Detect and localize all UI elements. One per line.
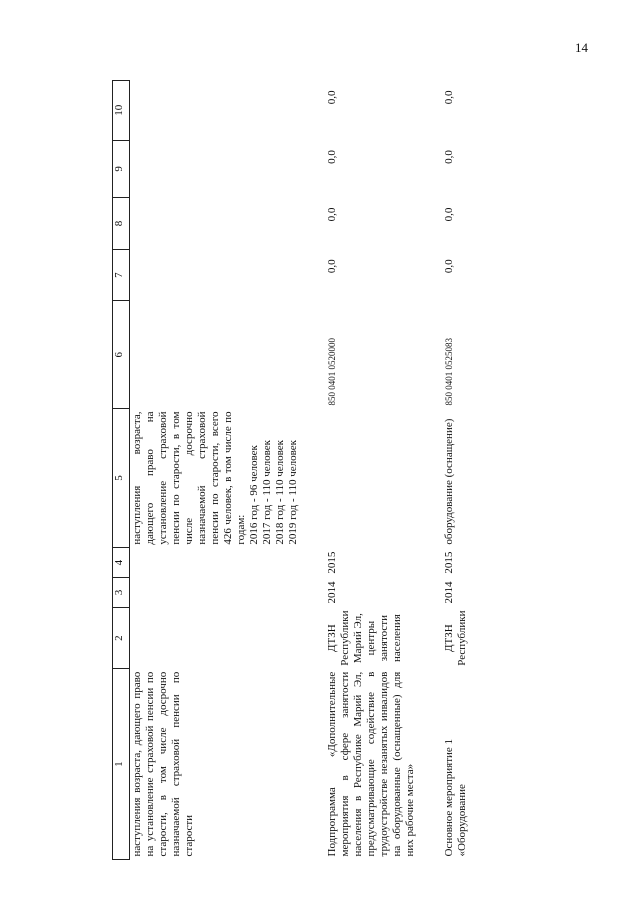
- row3-value: 0,0: [443, 259, 455, 274]
- program-table: [112, 80, 470, 860]
- table-row: [442, 81, 470, 860]
- row2-subprogram: Подпрограмма «Дополнительные мероприятия в сфере занятости населения в Республике Марий Эл, предусматривающие содействие в трудоустройстве незанятых инвалидов на оборудованные (оснащенные) для них рабочие места»: [326, 671, 416, 857]
- header-cell: 9: [113, 140, 130, 198]
- row3-value: 0,0: [443, 90, 455, 105]
- row3-executor: ДТЗН Республики: [443, 610, 468, 666]
- row2-start-year: 2014: [326, 581, 338, 604]
- header-cell: 5: [113, 409, 130, 548]
- row1-year-line: 2019 год - 110 человек: [287, 440, 299, 545]
- header-cell: 1: [113, 669, 130, 860]
- row2-value: 0,0: [326, 207, 338, 222]
- row1-year-line: 2017 год - 110 человек: [261, 440, 273, 545]
- row3-end-year: 2015: [443, 551, 455, 574]
- row2-end-year: 2015: [326, 551, 338, 574]
- header-cell: 10: [113, 81, 130, 141]
- column-number-header: [113, 81, 130, 860]
- row3-start-year: 2014: [443, 581, 455, 604]
- row3-budget-code: 850 0401 0525083: [444, 338, 454, 406]
- row2-value: 0,0: [326, 150, 338, 164]
- row1-indicator-text: наступления возраста, дающего право на установление страховой пенсии по старости, в том числе досрочно назначаемой страховой пенсии по старости, всего 426 человек, в том числе по годам:: [131, 411, 247, 545]
- header-cell: 6: [113, 301, 130, 409]
- rotated-table-sheet: [112, 80, 632, 860]
- row1-year-line: 2016 год - 96 человек: [248, 445, 260, 545]
- row1-year-line: 2018 год - 110 человек: [274, 440, 286, 545]
- header-cell: 3: [113, 578, 130, 608]
- row2-executor: ДТЗН Республики Марий Эл, центры занятости населения: [326, 610, 403, 666]
- row1-indicator: [130, 409, 302, 548]
- row3-main-activity: Основное мероприятие 1 «Оборудование: [443, 738, 468, 857]
- row2-budget-code: 850 0401 0520000: [327, 338, 337, 406]
- row2-value: 0,0: [326, 90, 338, 105]
- header-cell: 8: [113, 198, 130, 250]
- row1-description: наступления возраста, дающего право на установление страховой пенсии по старости, в том числе досрочно назначаемой страховой пенсии по старости: [131, 671, 195, 857]
- table-row: [325, 81, 418, 860]
- row3-value: 0,0: [443, 150, 455, 164]
- row3-indicator: оборудование (оснащение): [443, 418, 455, 545]
- row2-value: 0,0: [326, 259, 338, 274]
- header-cell: 7: [113, 249, 130, 301]
- row3-value: 0,0: [443, 207, 455, 222]
- table-row: [130, 81, 302, 860]
- page-number: 14: [575, 40, 588, 55]
- header-cell: 4: [113, 548, 130, 578]
- header-cell: 2: [113, 608, 130, 669]
